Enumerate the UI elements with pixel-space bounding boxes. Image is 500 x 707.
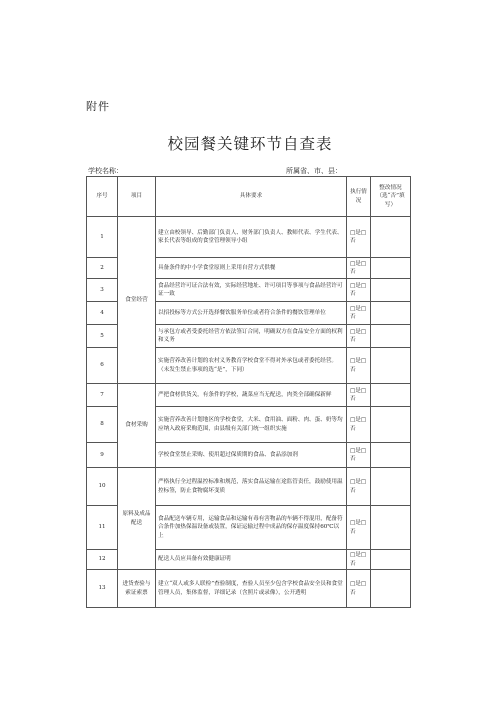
page-title: 校园餐关键环节自查表 bbox=[167, 135, 333, 153]
table-row bbox=[87, 570, 411, 608]
header-rectification: 整改情况（选“否”填写） bbox=[371, 177, 411, 217]
row-requirement: 以招投标等方式公开选择餐饮服务单位或者符合条件的餐饮管理单位 bbox=[156, 302, 347, 325]
row-requirement: 建立由校领导、后勤部门负责人、财务部门负责人、教师代表、学生代表、家长代表等组成的食堂管理领导小组 bbox=[156, 217, 347, 258]
school-name-label: 学校名称： bbox=[88, 167, 123, 175]
row-num: 8 bbox=[87, 407, 118, 443]
row-rectification[interactable] bbox=[371, 302, 411, 325]
row-num: 9 bbox=[87, 443, 118, 468]
row-num: 10 bbox=[87, 468, 118, 506]
row-num: 4 bbox=[87, 302, 118, 325]
row-rectification[interactable] bbox=[371, 506, 411, 550]
table-row bbox=[87, 384, 411, 407]
row-rectification[interactable] bbox=[371, 217, 411, 258]
table-row bbox=[87, 468, 411, 506]
row-requirement: 配送人员应具备有效健康证明 bbox=[156, 550, 347, 570]
row-requirement: 实施营养改善计划地区的学校食堂，大米、食用油、面粉、肉、蛋、奶等均应纳入政府采购范围，由县级有关部门统一组织实施 bbox=[156, 407, 347, 443]
row-num: 3 bbox=[87, 279, 118, 302]
location-label: 所属省、市、县： bbox=[286, 167, 342, 175]
row-num: 12 bbox=[87, 550, 118, 570]
row-execution[interactable]: □是□否 bbox=[347, 279, 371, 302]
row-num: 13 bbox=[87, 570, 118, 608]
row-requirement: 食品经营许可证合法有效，实际经营地址、许可项目等事项与食品经营许可证一致 bbox=[156, 279, 347, 302]
group-raw-materials: 原料及成品配送 bbox=[118, 468, 156, 570]
row-rectification[interactable] bbox=[371, 258, 411, 279]
row-requirement: 学校食堂禁止采购、使用超过保质期的食品、食品添加剂 bbox=[156, 443, 347, 468]
row-rectification[interactable] bbox=[371, 468, 411, 506]
row-rectification[interactable] bbox=[371, 325, 411, 348]
row-requirement: 严格执行全过程温控标准和规范，落实食品运输在途监管责任，鼓励使用温控标签，防止食物腐坏变质 bbox=[156, 468, 347, 506]
row-num: 1 bbox=[87, 217, 118, 258]
header-num: 序号 bbox=[87, 177, 118, 217]
row-requirement: 与承包方或者受委托经营方依法签订合同，明确双方在食品安全方面的权利和义务 bbox=[156, 325, 347, 348]
row-requirement: 实施营养改善计划的农村义务教育学校食堂不得对外承包或者委托经营。（未发生禁止事项的选“是”，下同） bbox=[156, 348, 347, 384]
header-requirement: 具体要求 bbox=[156, 177, 347, 217]
row-requirement: 建立“双人或多人联检”查验制度，查验人员至少包含学校食品安全员和食堂管理人员，集体监督，详细记录（含照片或录像），公开透明 bbox=[156, 570, 347, 608]
row-execution[interactable]: □是□否 bbox=[347, 407, 371, 443]
row-execution[interactable]: □是□否 bbox=[347, 348, 371, 384]
group-food-operation: 食堂经营 bbox=[118, 217, 156, 384]
row-execution[interactable]: □是□否 bbox=[347, 217, 371, 258]
checklist-table bbox=[86, 176, 411, 608]
row-num: 5 bbox=[87, 325, 118, 348]
row-execution[interactable]: □是□否 bbox=[347, 468, 371, 506]
header-item: 项目 bbox=[118, 177, 156, 217]
row-requirement: 严把食材供货关，有条件的学校，蔬菜应当无配送，肉类全部确保新鲜 bbox=[156, 384, 347, 407]
row-num: 7 bbox=[87, 384, 118, 407]
group-procurement: 食材采购 bbox=[118, 384, 156, 468]
row-execution[interactable]: □是□否 bbox=[347, 570, 371, 608]
group-inspection: 进货查验与索证索票 bbox=[118, 570, 156, 608]
row-num: 11 bbox=[87, 506, 118, 550]
row-num: 6 bbox=[87, 348, 118, 384]
row-rectification[interactable] bbox=[371, 550, 411, 570]
header-execution: 执行情况 bbox=[347, 177, 371, 217]
row-rectification[interactable] bbox=[371, 384, 411, 407]
table-header-row bbox=[87, 177, 411, 217]
row-requirement: 食品配送车辆专用，运输食品和运输有毒有害物品的车辆不得混用，配备符合条件加热保温设备或装置，保证运输过程中成品的保存温度保持60℃以上 bbox=[156, 506, 347, 550]
row-rectification[interactable] bbox=[371, 279, 411, 302]
row-execution[interactable]: □是□否 bbox=[347, 325, 371, 348]
row-num: 2 bbox=[87, 258, 118, 279]
row-requirement: 具备条件的中小学食堂原则上采用自营方式供餐 bbox=[156, 258, 347, 279]
row-execution[interactable]: □是□否 bbox=[347, 302, 371, 325]
row-execution[interactable]: □是□否 bbox=[347, 506, 371, 550]
row-rectification[interactable] bbox=[371, 407, 411, 443]
row-rectification[interactable] bbox=[371, 443, 411, 468]
row-rectification[interactable] bbox=[371, 348, 411, 384]
row-execution[interactable]: □是□否 bbox=[347, 443, 371, 468]
row-execution[interactable]: □是□否 bbox=[347, 550, 371, 570]
table-row bbox=[87, 217, 411, 258]
row-execution[interactable]: □是□否 bbox=[347, 384, 371, 407]
annex-label: 附件 bbox=[86, 100, 110, 113]
row-rectification[interactable] bbox=[371, 570, 411, 608]
row-execution[interactable]: □是□否 bbox=[347, 258, 371, 279]
